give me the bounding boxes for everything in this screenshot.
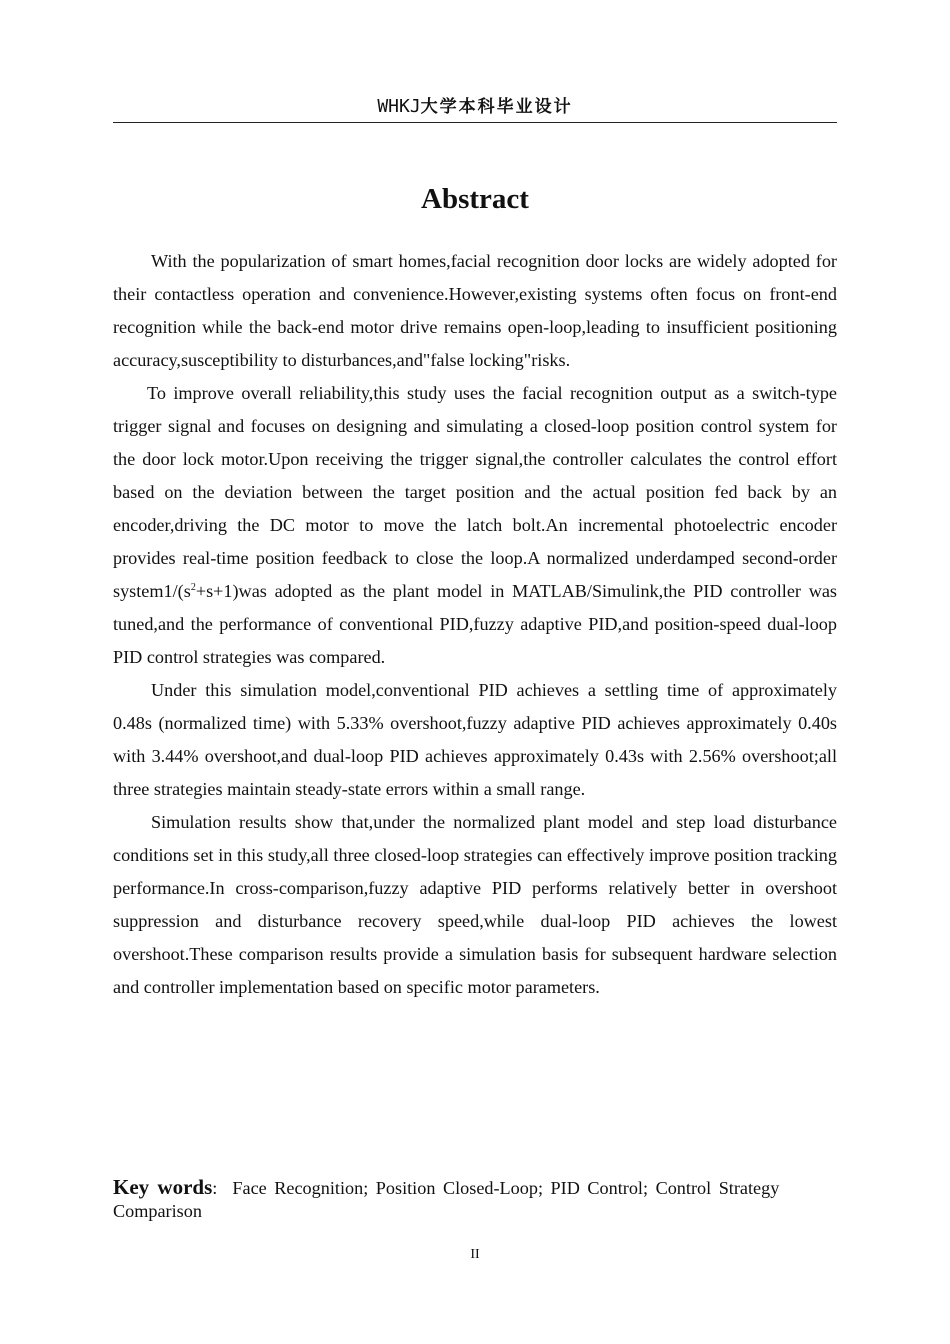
page-header <box>113 94 837 123</box>
abstract-paragraph-4: Simulation results show that,under the normalized plant model and step load disturbance conditions set in this study,all three closed-loop strategies can effectively improve position tracking performance.In cross-comparison,fuzzy adaptive PID performs relatively better in overshoot suppression and disturbance recovery speed,while dual-loop PID achieves the lowest overshoot.These comparison results provide a simulation basis for subsequent hardware selection and controller implementation based on specific motor parameters. <box>113 812 837 997</box>
keywords-section <box>113 1176 813 1223</box>
abstract-body <box>113 245 837 1004</box>
keywords-label: Key words <box>113 1175 213 1199</box>
paragraph-2-text-b: +s+1)was adopted as the plant model in MATLAB/Simulink,the PID controller was tuned,and the performance of conventional PID,fuzzy adaptive PID,and position-speed dual-loop PID control strategies was compared. <box>113 581 837 667</box>
keywords-list: Face Recognition; Position Closed-Loop; PID Control; Control Strategy Comparison <box>113 1178 780 1221</box>
keywords-separator: : <box>212 1178 218 1198</box>
abstract-title: Abstract <box>421 183 529 215</box>
abstract-paragraph-3: Under this simulation model,conventional PID achieves a settling time of approximately 0.48s (normalized time) with 5.33% overshoot,fuzzy adaptive PID achieves approximately 0.40s with 3.44% overshoot,and dual-loop PID achieves approximately 0.43s with 2.56% overshoot;all three strategies maintain steady-state errors within a small range. <box>113 680 837 799</box>
superscript-exponent: 2 <box>190 582 196 593</box>
header-text-cn: 大学本科毕业设计 <box>420 97 573 117</box>
page-number: II <box>470 1247 480 1262</box>
paragraph-2-text-a: To improve overall reliability,this study uses the facial recognition output as a switch-type trigger signal and focuses on designing and simulating a closed-loop position control system for the door lock motor.Upon receiving the trigger signal,the controller calculates the control effort based on the deviation between the target position and the actual position fed back by an encoder,driving the DC motor to move the latch bolt.An incremental photoelectric encoder provides real-time position feedback to close the loop.A normalized underdamped second-order system1/(s <box>113 383 837 601</box>
abstract-paragraph-2 <box>113 377 837 674</box>
header-text-en: WHKJ <box>377 96 421 117</box>
abstract-paragraph-1: With the popularization of smart homes,facial recognition door locks are widely adopted for their contactless operation and convenience.However,existing systems often focus on front-end recognition while the back-end motor drive remains open-loop,leading to insufficient positioning accuracy,susceptibility to disturbances,and"false locking"risks. <box>113 251 837 370</box>
